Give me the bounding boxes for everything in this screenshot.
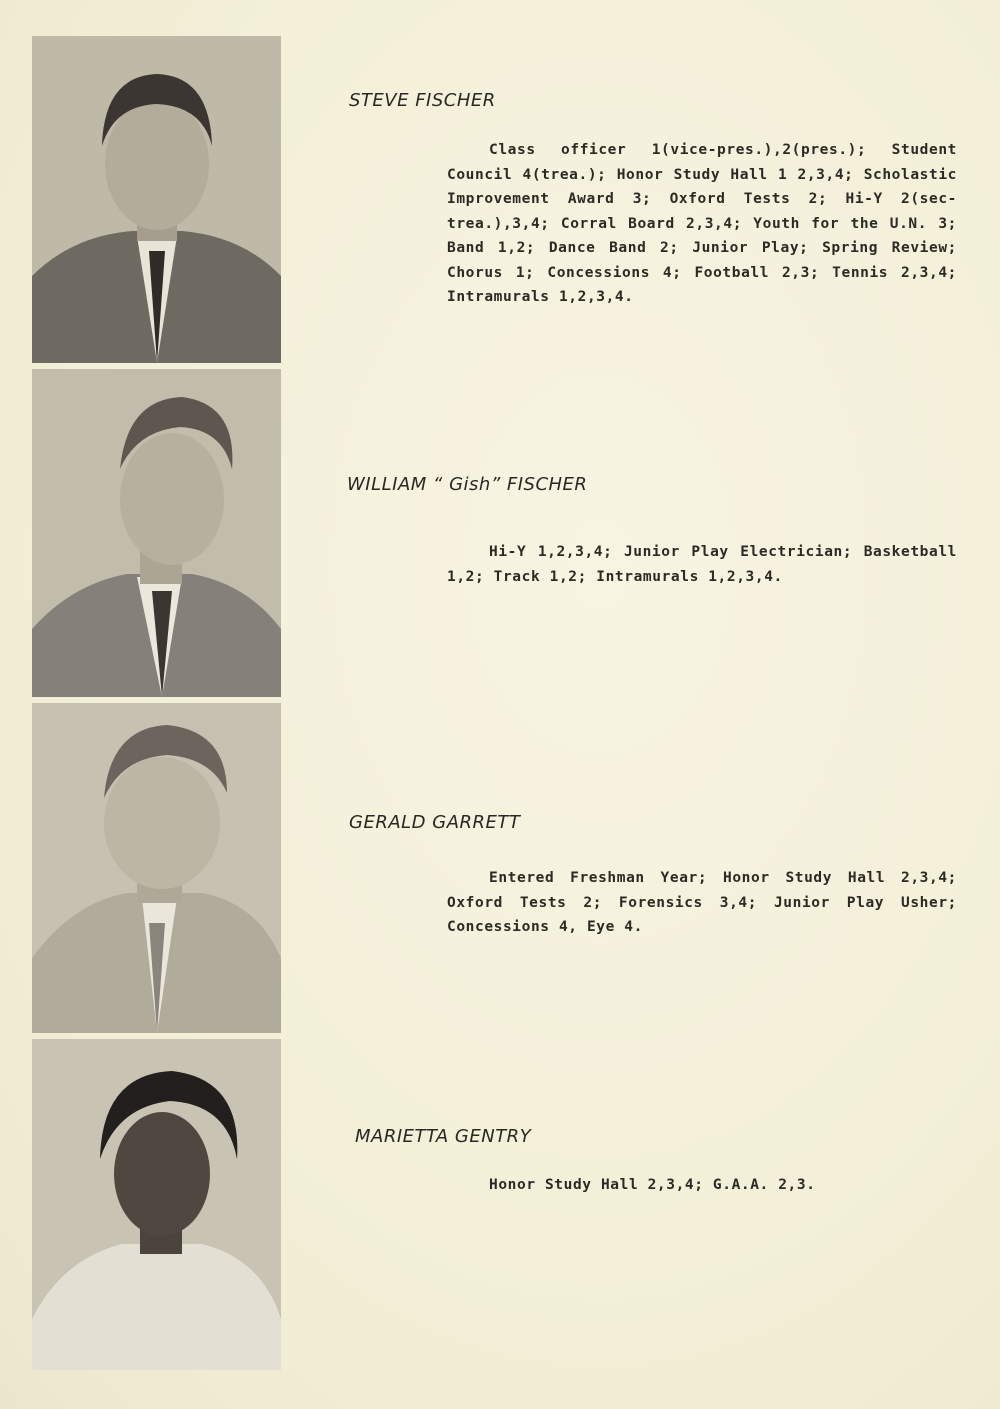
student-bio: Honor Study Hall 2,3,4; G.A.A. 2,3. <box>489 1177 816 1193</box>
student-photo-steve-fischer <box>32 36 281 363</box>
student-name: GERALD GARRETT <box>349 812 521 833</box>
student-name: MARIETTA GENTRY <box>355 1126 532 1147</box>
student-name: STEVE FISCHER <box>349 90 496 111</box>
student-bio: Hi-Y 1,2,3,4; Junior Play Electrician; Basketball 1,2; Track 1,2; Intramurals 1,2,3,4. <box>447 544 957 585</box>
student-name: WILLIAM “ Gish” FISCHER <box>347 474 588 495</box>
student-photo-gerald-garrett <box>32 703 281 1033</box>
student-photo-marietta-gentry <box>32 1039 281 1370</box>
student-photo-william-fischer <box>32 369 281 697</box>
student-bio: Entered Freshman Year; Honor Study Hall 2,3,4; Oxford Tests 2; Forensics 3,4; Junior Play Usher; Concessions 4, Eye 4. <box>447 870 957 935</box>
student-bio: Class officer 1(vice-pres.),2(pres.); Student Council 4(trea.); Honor Study Hall 1 2,3,4; Scholastic Improvement Award 3; Oxford Tests 2; Hi-Y 2(sec-trea.),3,4; Corral Board 2,3,4; Youth for the U.N. 3; Band 1,2; Dance Band 2; Junior Play; Spring Review; Chorus 1; Concessions 4; Football 2,3; Tennis 2,3,4; Intramurals 1,2,3,4. <box>447 142 957 305</box>
